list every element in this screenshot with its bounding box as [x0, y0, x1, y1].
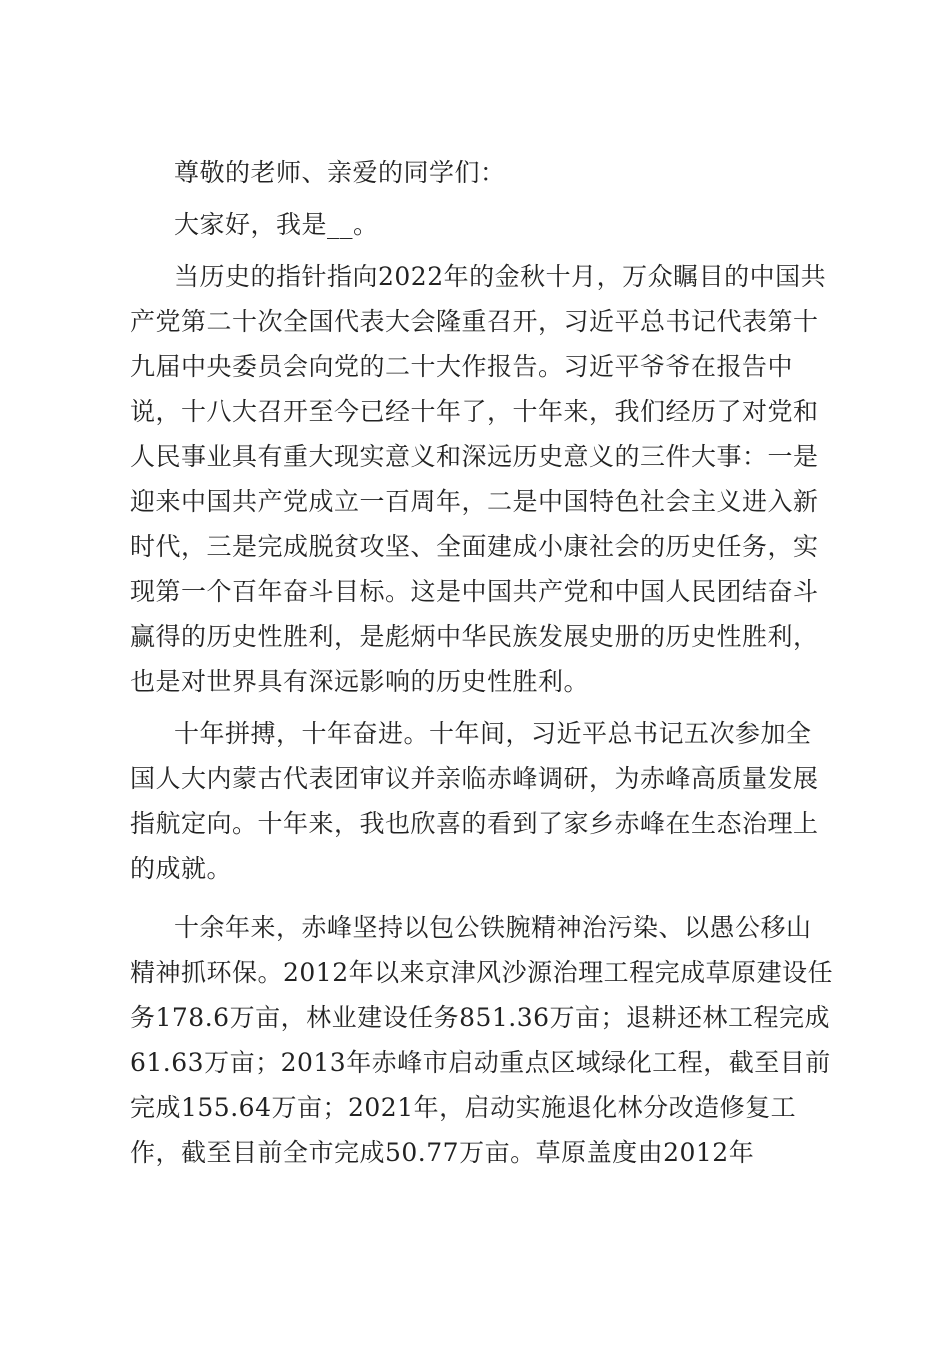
paragraph-line: 产党第二十次全国代表大会隆重召开，习近平总书记代表第十	[130, 307, 819, 336]
paragraph-line: 十年拼搏，十年奋进。十年间，习近平总书记五次参加全	[174, 719, 812, 748]
paragraph-line: 说，十八大召开至今已经十年了，十年来，我们经历了对党和	[130, 397, 819, 426]
paragraph-line: 赢得的历史性胜利，是彪炳中华民族发展史册的历史性胜利，	[130, 622, 819, 651]
paragraph-line: 务178.6万亩，林业建设任务851.36万亩；退耕还林工程完成	[130, 1003, 831, 1032]
intro-line: 大家好，我是__。	[174, 210, 379, 239]
paragraph-line: 指航定向。十年来，我也欣喜的看到了家乡赤峰在生态治理上	[130, 809, 819, 838]
paragraph-line: 的成就。	[130, 854, 233, 883]
paragraph-line: 十余年来，赤峰坚持以包公铁腕精神治污染、以愚公移山	[174, 913, 812, 942]
paragraph-1	[130, 254, 830, 704]
paragraph-line: 国人大内蒙古代表团审议并亲临赤峰调研，为赤峰高质量发展	[130, 764, 819, 793]
greeting-line: 尊敬的老师、亲爱的同学们：	[174, 158, 506, 187]
paragraph-line: 也是对世界具有深远影响的历史性胜利。	[130, 667, 590, 696]
paragraph-line: 时代，三是完成脱贫攻坚、全面建成小康社会的历史任务，实	[130, 532, 819, 561]
paragraph-line: 完成155.64万亩；2021年，启动实施退化林分改造修复工	[130, 1093, 797, 1122]
paragraph-line: 作，截至目前全市完成50.77万亩。草原盖度由2012年	[130, 1138, 755, 1167]
paragraph-line: 精神抓环保。2012年以来京津风沙源治理工程完成草原建设任	[130, 958, 834, 987]
paragraph-line: 人民事业具有重大现实意义和深远历史意义的三件大事：一是	[130, 442, 819, 471]
paragraph-line: 当历史的指针指向2022年的金秋十月，万众瞩目的中国共	[174, 262, 827, 291]
paragraph-3	[130, 905, 834, 1175]
paragraph-line: 现第一个百年奋斗目标。这是中国共产党和中国人民团结奋斗	[130, 577, 819, 606]
paragraph-line: 九届中央委员会向党的二十大作报告。习近平爷爷在报告中	[130, 352, 794, 381]
paragraph-2	[130, 711, 830, 891]
paragraph-line: 迎来中国共产党成立一百周年，二是中国特色社会主义进入新	[130, 487, 819, 516]
paragraph-line: 61.63万亩；2013年赤峰市启动重点区域绿化工程，截至目前	[130, 1048, 831, 1077]
document-body	[130, 150, 834, 1175]
